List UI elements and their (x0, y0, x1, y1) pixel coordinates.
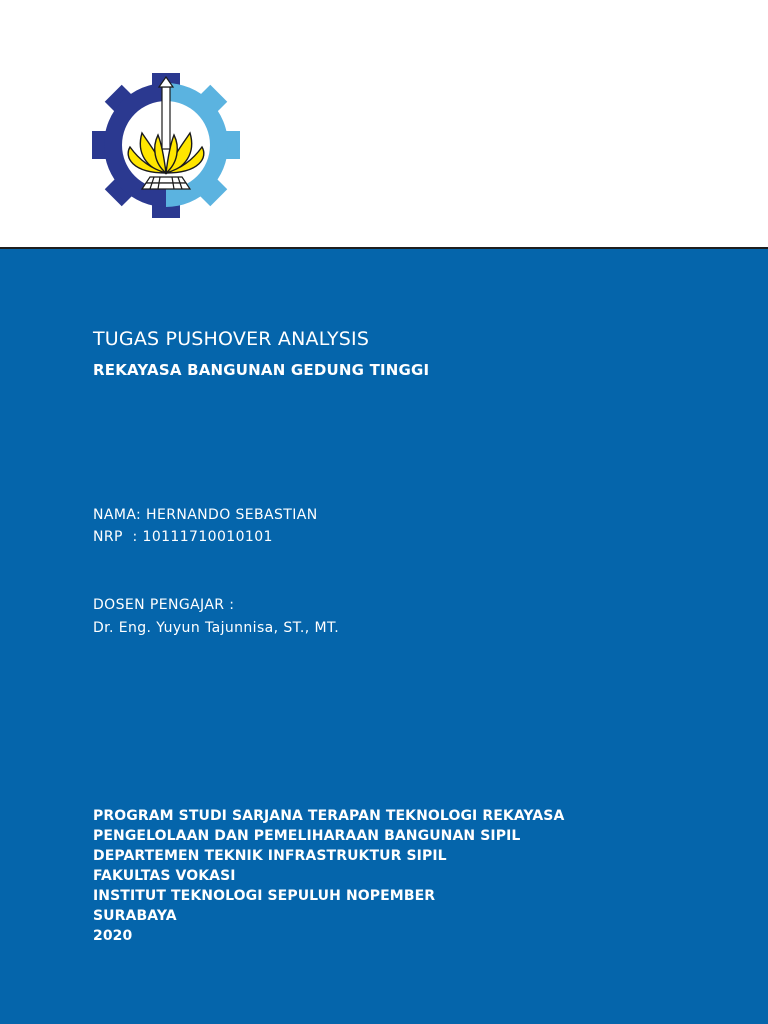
study-program-line: PROGRAM STUDI SARJANA TERAPAN TEKNOLOGI REKAYASA (93, 808, 565, 824)
department-line: DEPARTEMEN TEKNIK INFRASTRUKTUR SIPIL (93, 848, 447, 864)
study-program-line: PENGELOLAAN DAN PEMELIHARAAN BANGUNAN SIPIL (93, 828, 521, 844)
institution-block (93, 806, 564, 946)
its-gear-lotus-emblem-icon (92, 73, 240, 218)
year-line: 2020 (93, 928, 133, 944)
lecturer-name: Dr. Eng. Yuyun Tajunnisa, ST., MT. (93, 620, 340, 636)
student-name: NAMA: HERNANDO SEBASTIAN (93, 507, 318, 523)
faculty-line: FAKULTAS VOKASI (93, 868, 236, 884)
institute-line: INSTITUT TEKNOLOGI SEPULUH NOPEMBER (93, 888, 436, 904)
cover-panel (0, 249, 768, 1024)
course-subtitle: REKAYASA BANGUNAN GEDUNG TINGGI (93, 361, 430, 379)
lecturer-label: DOSEN PENGAJAR : (93, 597, 235, 613)
city-line: SURABAYA (93, 908, 177, 924)
document-title: TUGAS PUSHOVER ANALYSIS (93, 328, 370, 350)
cover-header (0, 0, 768, 248)
student-nrp: NRP : 10111710010101 (93, 529, 273, 545)
